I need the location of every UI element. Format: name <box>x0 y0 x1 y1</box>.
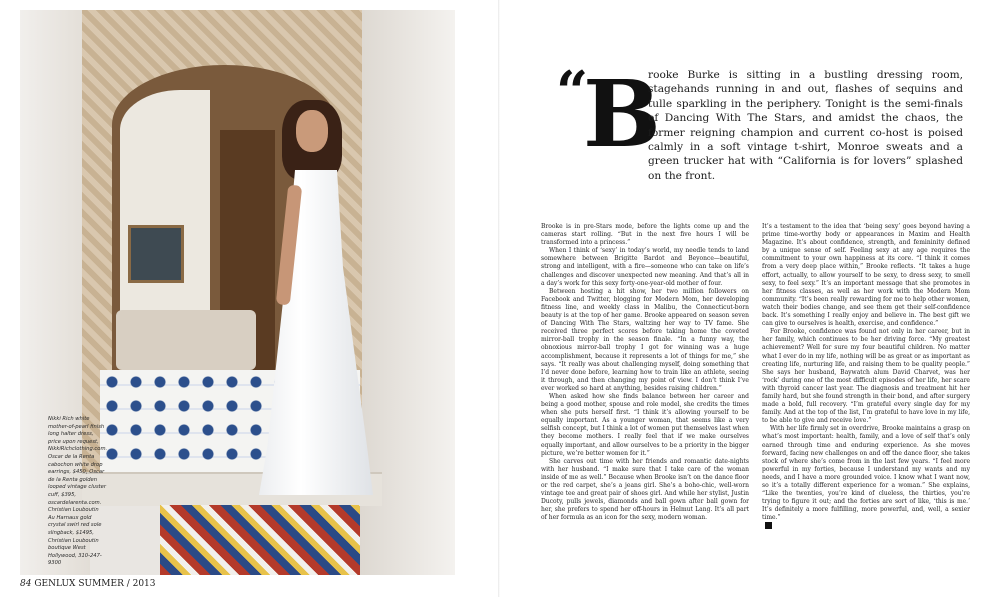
photo-mosaic-tiles <box>160 505 360 575</box>
paragraph: When asked how she finds balance between her career and being a good mother, spouse and role model, she credits the times when she puts herself first. “I think it’s allowing yourself to be equally important. As a younger woman, that seems like a very selfish concept, but I think a lot of women put themselves last when they become mothers. I really feel that if we make ourselves equally important, and allow ourselves to be a priority in the bigger picture, we’re better women for it.” <box>541 392 749 457</box>
photo-credit-caption: Nikki Rich white mother-of-pearl finish long halter dress, price upon request, NikkiRichclothing.com. Oscar de la Renta cabochon white drop earrings, $450; Oscar de la Renta golden looped vintage cluster cuff, $395, oscardelarenta.com. Christian Louboutin Au Harnaux gold crystal swirl red sole slingback, $1495, Christian Louboutin boutique West Hollywood, 310-247-9300 <box>48 416 108 567</box>
page-folio <box>20 579 156 589</box>
feature-photo <box>20 10 455 575</box>
drop-quote-mark: “ <box>556 59 589 125</box>
drop-cap-letter: B <box>583 60 661 168</box>
magazine-name: GENLUX <box>34 579 76 589</box>
paragraph: Between hosting a hit show, her two million followers on Facebook and Twitter, blogging for Modern Mom, her developing fitness line, and weekly class in Malibu, the Connecticut-born beauty is at the top of her game. Brooke appeared on season seven of Dancing With The Stars, waltzing her way to TV fame. She received three perfect scores before taking home the coveted mirror-ball trophy in the season finale. “In a funny way, the obnoxious mirror-ball trophy I got for winning was a huge accomplishment, because it represents a lot of things for me,” she says. “It really was about challenging myself, doing something that I’d never done before, learning how to train like an athlete, seeing it through, and then changing my point of view. I don’t think I’ve ever worked so hard at anything, besides raising children.” <box>541 287 749 392</box>
article-column-2 <box>762 223 970 531</box>
photo-model-face <box>296 110 328 152</box>
article-column-1 <box>541 223 749 522</box>
paragraph: She carves out time with her friends and romantic date-nights with her husband. “I make sure that I take care of the woman inside of me as well.” Because when Brooke isn’t on the dance floor or the red carpet, she’s a jeans girl. She’s a boho-chic, well-worn vintage tee and great pair of shoes girl. And while her stylist, Justin Ducoty, pulls jewels, diamonds and ball gown after ball gown for her, she prefers to spend her off-hours in Helmut Lang. It’s all part of her formula as an icon for the sexy, modern woman. <box>541 457 749 522</box>
page-number: 84 <box>20 579 32 589</box>
paragraph: Brooke is in pre-Stars mode, before the lights come up and the cameras start rolling. “But in the next five hours I will be transformed into a princess.” <box>541 223 749 247</box>
photo-interior-wall <box>120 90 210 340</box>
photo-painting <box>128 225 184 283</box>
issue-label: SUMMER / 2013 <box>78 579 156 589</box>
paragraph: It’s a testament to the idea that ‘being sexy’ goes beyond having a prime time-worthy body or appearances in Maxim and Health Magazine. It’s about confidence, strength, and femininity defined by a unique sense of self. Feeling sexy at any age requires the commitment to your own happiness at its core. “I think it comes from a very deep place within,” Brooke reflects. “It takes a huge effort, actually, to allow yourself to be sexy, to dress sexy, to smell sexy, to feel sexy.” It’s an important message that she promotes in her fitness classes, as well as her work with the Modern Mom community. “It’s been really rewarding for me to help other women, watch their bodies change, and see them get their self-confidence back. It’s something I really enjoy and believe in. The best gift we can give to ourselves is health, exercise, and confidence.” <box>762 223 970 328</box>
paragraph: For Brooke, confidence was found not only in her career, but in her family, which continues to be her driving force. “My greatest achievement? Well for sure my four beautiful children. No matter what I ever do in my life, nothing will be as great or as important as creating life, nurturing life, and raising them to be quality people.” She says her husband, Baywatch alum David Charvet, was her ‘rock’ during one of the most difficult episodes of her life, her scare with thyroid cancer last year. The diagnosis and treatment hit her family hard, but she found strength in their bond, and after surgery made a bold, full recovery. “I’m grateful every single day for my family. And at the top of the list, I’m grateful to have love in my life, to be able to give and receive love.” <box>762 328 970 425</box>
paragraph: When I think of ‘sexy’ in today’s world, my needle tends to land somewhere between Brigitte Bardot and Beyonce—beautiful, strong and intelligent, with a fire—someone who can take on life’s challenges and discover unexpected new meaning. And that’s all in a day’s work for this sexy forty-one-year-old mother of four. <box>541 247 749 287</box>
photo-sofa <box>116 310 256 370</box>
article-lede: rooke Burke is sitting in a bustling dressing room, stagehands running in and out, flashes of sequins and tulle sparkling in the periphery. Tonight is the semi-finals of Dancing With The Stars, and amidst the chaos, the former reigning champion and current co-host is poised calmly in a soft vintage t-shirt, Monroe sweats and a green trucker hat with “California is for lovers” splashed on the front. <box>648 69 963 182</box>
end-of-article-icon <box>765 522 772 529</box>
paragraph: With her life firmly set in overdrive, Brooke maintains a grasp on what’s most important: health, family, and a love of self that’s only earned through time and enduring experience. As she moves forward, facing new challenges on and off the dance floor, she takes stock of where she’s come from in the last few years. “I feel more powerful in my forties, because I understand my wants and my needs, and I have a more grounded voice. I know what I want now, so it’s a totally different experience for a woman.” She explains, “Like the twenties, you’re kind of clueless, the thirties, you’re trying to figure it out; and the forties are sort of like, ‘this is me.’ It’s definitely a more fulfilling, more powerful, and, well, a sexier time.” <box>762 425 970 522</box>
